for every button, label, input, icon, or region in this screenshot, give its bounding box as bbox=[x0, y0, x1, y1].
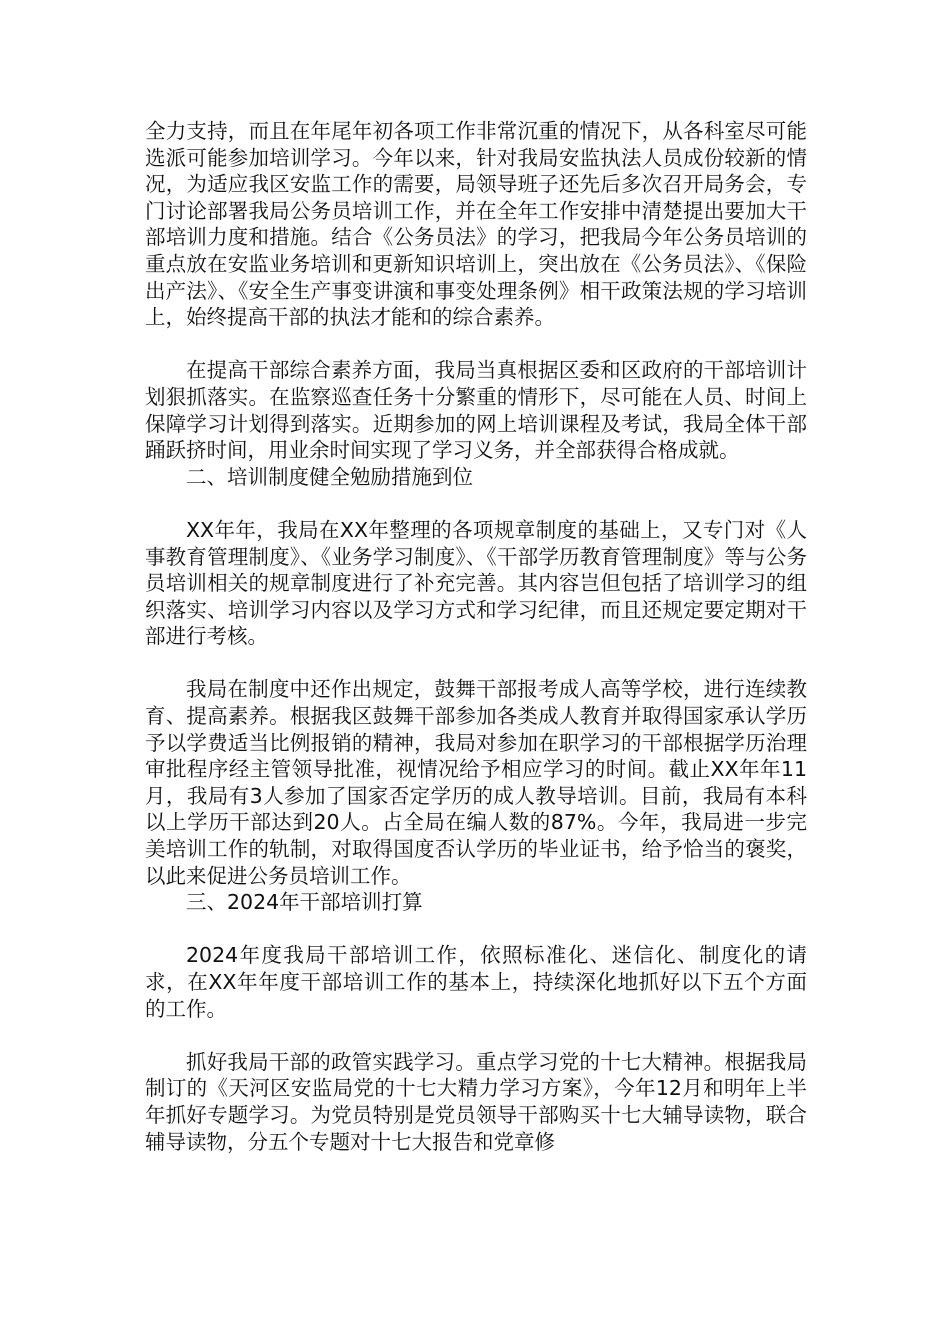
section-heading-2: 二、培训制度健全勉励措施到位 bbox=[186, 464, 473, 489]
body-paragraph-2: 在提高干部综合素养方面，我局当真根据区委和区政府的干部培训计划狠抓落实。在监察巡查任务十分繁重的情形下，尽可能在人员、时间上保障学习计划得到落实。近期参加的网上培训课程及考试，我局全体干部踊跃挤时间，用业余时间实现了学习义务，并全部获得合格成就。 bbox=[145, 358, 807, 463]
section-heading-3: 三、2024年干部培训打算 bbox=[186, 890, 423, 915]
body-paragraph-6: 抓好我局干部的政管实践学习。重点学习党的十七大精神。根据我局制订的《天河区安监局党的十七大精力学习方案》，今年12月和明年上半年抓好专题学习。为党员特别是党员领导干部购买十七大辅导读物，联合辅导读物，分五个专题对十七大报告和党章修 bbox=[145, 1049, 807, 1154]
body-paragraph-4: 我局在制度中还作出规定，鼓舞干部报考成人高等学校，进行连续教育、提高素养。根据我区鼓舞干部参加各类成人教育并取得国家承认学历予以学费适当比例报销的精神，我局对参加在职学习的干部根据学历治理审批程序经主管领导批准，视情况给予相应学习的时间。截止XX年年11月，我局有3人参加了国家否定学历的成人教导培训。目前，我局有本科以上学历干部达到20人。占全局在编人数的87%。今年，我局进一步完美培训工作的轨制，对取得国度否认学历的毕业证书，给予恰当的褒奖，以此来促进公务员培训工作。 bbox=[145, 677, 807, 888]
document-page bbox=[145, 118, 807, 1155]
body-paragraph-5: 2024年度我局干部培训工作，依照标准化、迷信化、制度化的请求，在XX年年度干部培训工作的基本上，持续深化地抓好以下五个方面的工作。 bbox=[145, 943, 807, 1021]
body-paragraph-1: 全力支持，而且在年尾年初各项工作非常沉重的情况下，从各科室尽可能选派可能参加培训学习。今年以来，针对我局安监执法人员成份较新的情况，为适应我区安监工作的需要，局领导班子还先后多次召开局务会，专门讨论部署我局公务员培训工作，并在全年工作安排中清楚提出要加大干部培训力度和措施。结合《公务员法》的学习，把我局今年公务员培训的重点放在安监业务培训和更新知识培训上，突出放在《公务员法》、《保险出产法》、《安全生产事变讲演和事变处理条例》相干政策法规的学习培训上，始终提高干部的执法才能和的综合素养。 bbox=[145, 119, 807, 330]
body-paragraph-3: XX年年，我局在XX年整理的各项规章制度的基础上，又专门对《人事教育管理制度》、《业务学习制度》、《干部学历教育管理制度》等与公务员培训相关的规章制度进行了补充完善。其内容岂但包括了培训学习的组织落实、培训学习内容以及学习方式和学习纪律，而且还规定要定期对干部进行考核。 bbox=[145, 517, 807, 649]
